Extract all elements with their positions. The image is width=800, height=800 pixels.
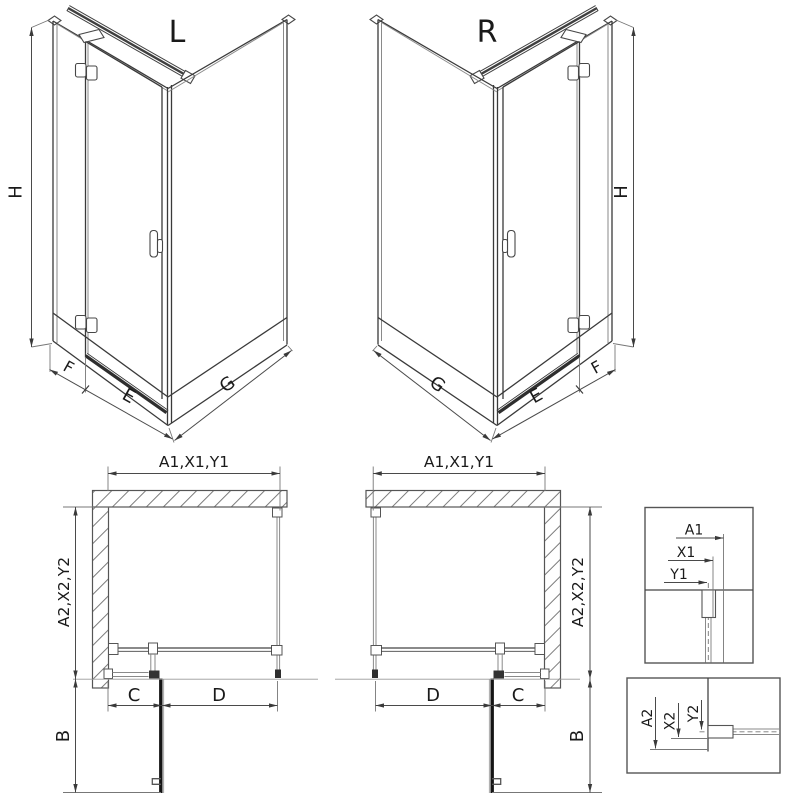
detail-a2-label: A2 <box>640 708 656 728</box>
plan-right-width-label: A1,X1,Y1 <box>423 453 495 471</box>
plan-right-hinge-section-label: C <box>511 685 525 706</box>
detail-inset-depth <box>627 678 780 773</box>
plan-right-opening-label: D <box>426 685 440 706</box>
detail-inset-width <box>645 508 753 664</box>
plan-view-right <box>335 453 602 793</box>
side-dim-label-right: G <box>425 372 450 398</box>
view-label-right: R <box>476 15 498 50</box>
detail-y1-label: Y1 <box>670 567 688 583</box>
iso-right-geometry <box>370 6 634 443</box>
detail-y2-label: Y2 <box>686 704 702 723</box>
plan-right-geometry <box>335 491 580 794</box>
plan-right-door-swing-label: B <box>567 729 588 743</box>
detail-x1-label: X1 <box>676 545 696 561</box>
height-dim-label-left: H <box>5 185 27 199</box>
plan-left-hinge-section-label: C <box>127 685 141 706</box>
fixed-dim-label-left: F <box>60 356 78 378</box>
plan-left-opening-label: D <box>212 685 226 706</box>
door-dim-label-left: E <box>118 384 139 409</box>
wall-profile-detail <box>702 590 716 618</box>
detail-a1-label: A1 <box>684 522 704 539</box>
iso-view-left <box>6 6 296 443</box>
plan-left-door-swing-label: B <box>53 729 74 743</box>
iso-left-geometry <box>32 6 296 443</box>
view-label-left: L <box>168 15 186 50</box>
plan-left-geometry <box>73 491 318 794</box>
door-dim-label-right: E <box>526 384 547 409</box>
plan-right-depth-label: A2,X2,Y2 <box>569 556 587 628</box>
iso-view-right <box>370 6 634 443</box>
side-dim-label-left: G <box>215 372 240 398</box>
height-dim-label-right: H <box>611 185 632 199</box>
fixed-dim-label-right: F <box>587 356 605 378</box>
wall-profile-detail-depth <box>708 726 733 739</box>
plan-view-left <box>53 453 318 793</box>
plan-left-depth-label: A2,X2,Y2 <box>55 556 73 628</box>
plan-left-width-label: A1,X1,Y1 <box>158 453 230 471</box>
detail-x2-label: X2 <box>662 711 679 731</box>
